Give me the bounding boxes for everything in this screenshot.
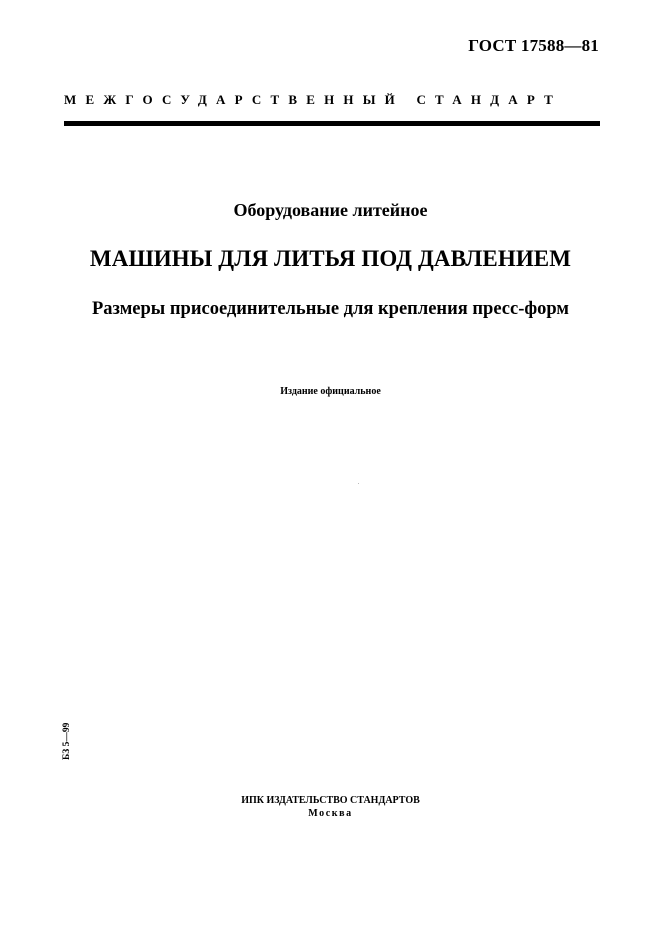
edition-note: Издание официальное <box>280 386 381 397</box>
header-rule <box>64 121 600 126</box>
side-code: БЗ 5—99 <box>62 722 72 760</box>
interstate-standard-label: МЕЖГОСУДАРСТВЕННЫЙ СТАНДАРТ <box>64 92 563 107</box>
publisher-name: ИПК ИЗДАТЕЛЬСТВО СТАНДАРТОВ <box>241 795 420 806</box>
main-title: МАШИНЫ ДЛЯ ЛИТЬЯ ПОД ДАВЛЕНИЕМ <box>89 246 572 271</box>
gost-number: ГОСТ 17588—81 <box>468 36 599 55</box>
publisher-city: Москва <box>308 808 353 819</box>
subtitle: Размеры присоединительные для крепления пресс-форм <box>91 299 570 319</box>
subject-heading: Оборудование литейное <box>233 200 428 220</box>
scan-speck <box>358 483 359 484</box>
